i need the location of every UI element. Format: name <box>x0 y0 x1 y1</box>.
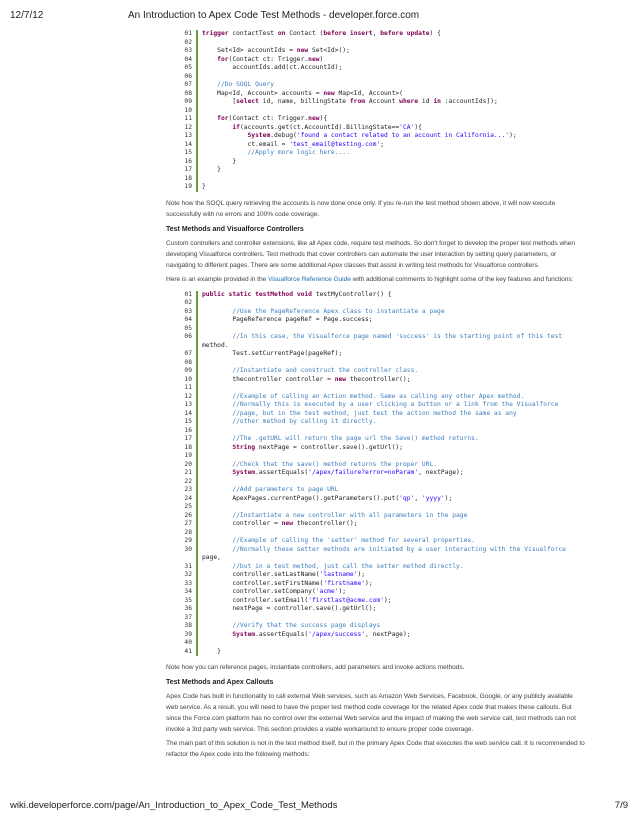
code-gutter-bar <box>196 316 198 325</box>
code-text: //Do SOQL Query <box>217 81 275 88</box>
code-gutter-bar <box>196 132 198 141</box>
code-line <box>176 486 576 495</box>
code-gutter-bar <box>196 597 198 606</box>
line-number: 02 <box>184 299 192 306</box>
code-text: PageReference pageRef = Page.success; <box>202 316 373 323</box>
code-gutter-bar <box>196 529 198 538</box>
code-gutter-bar <box>196 47 198 56</box>
line-number: 33 <box>184 579 192 587</box>
line-number: 10 <box>184 106 192 114</box>
code-line <box>176 333 576 342</box>
code-text: thecontroller controller = new thecontroller(); <box>202 375 411 383</box>
code-text: //Instantiate a new controller with all parameters in the page <box>232 511 468 519</box>
line-number: 09 <box>184 367 192 374</box>
code-gutter-bar <box>196 495 198 504</box>
code-line <box>176 495 576 504</box>
code-line <box>176 64 576 73</box>
paragraph-text: Here is an example provided in the <box>166 275 268 283</box>
line-number: 28 <box>184 528 192 536</box>
line-number: 40 <box>184 639 192 646</box>
code-line <box>176 90 576 99</box>
line-number: 08 <box>184 89 192 97</box>
line-number: 13 <box>184 401 192 408</box>
code-text: //Check that the save() method returns the proper URL. <box>232 460 438 468</box>
code-line <box>176 631 576 640</box>
line-number: 05 <box>184 324 192 332</box>
code-line <box>176 639 576 648</box>
line-number: 06 <box>184 72 192 80</box>
code-line <box>176 554 576 563</box>
line-number: 30 <box>184 545 192 553</box>
paragraph-reference-pages: Note how you can reference pages, instantiate controllers, add parameters and invoke actions methods. <box>166 664 465 671</box>
code-line <box>176 529 576 538</box>
code-line <box>176 132 576 141</box>
code-line <box>176 73 576 82</box>
code-line <box>176 461 576 470</box>
line-number: 35 <box>184 596 192 604</box>
code-line <box>176 444 576 453</box>
paragraph-soql-note: Note how the SOQL query retrieving the accounts is now done once only. If you re-run the test method shown above, it will now execute successfully with no errors and 100% code coverage. <box>166 199 556 218</box>
code-line <box>176 469 576 478</box>
line-number: 15 <box>184 418 192 425</box>
code-text: //Instantiate and construct the controller class. <box>232 367 419 374</box>
line-number: 20 <box>184 460 192 468</box>
code-text: nextPage = controller.save().getUrl(); <box>202 605 377 612</box>
line-number: 09 <box>184 98 192 105</box>
section-title-visualforce: Test Methods and Visualforce Controllers <box>166 225 304 233</box>
code-text: controller.setCompany('acme'); <box>202 588 347 595</box>
code-gutter-bar <box>196 418 198 427</box>
print-header <box>10 10 628 24</box>
code-text: //but in a test method, just call the setter method directly. <box>232 562 464 570</box>
line-number: 21 <box>184 469 192 476</box>
code-line <box>176 115 576 124</box>
code-line <box>176 580 576 589</box>
line-number: 29 <box>184 537 192 544</box>
code-text: //Normally these setter methods are initiated by a user interacting with the Visualforce <box>232 545 566 553</box>
code-gutter-bar <box>196 342 198 351</box>
code-gutter-bar <box>196 98 198 107</box>
code-line <box>176 124 576 133</box>
code-gutter-bar <box>196 648 198 657</box>
code-line <box>176 376 576 385</box>
code-gutter-bar <box>196 461 198 470</box>
code-gutter-bar <box>196 141 198 150</box>
code-text: System.debug('found a contact related to an account in California...'); <box>247 132 517 139</box>
code-gutter-bar <box>196 512 198 521</box>
code-gutter-bar <box>196 444 198 453</box>
line-number: 11 <box>184 384 192 391</box>
code-gutter-bar <box>196 452 198 461</box>
line-number: 13 <box>184 132 192 139</box>
code-text: page, <box>202 554 221 561</box>
line-number: 17 <box>184 435 192 442</box>
line-number: 32 <box>184 571 192 578</box>
code-line <box>176 291 576 300</box>
code-line <box>176 614 576 623</box>
line-number: 16 <box>184 157 192 165</box>
line-number: 18 <box>184 174 192 182</box>
line-number: 39 <box>184 630 192 638</box>
code-gutter-bar <box>196 631 198 640</box>
line-number: 06 <box>184 333 192 340</box>
line-number: 18 <box>184 443 192 451</box>
code-gutter-bar <box>196 333 198 342</box>
paragraph-text: with additional comments to highlight some of the key features and functions: <box>350 275 574 283</box>
code-text: String nextPage = controller.save().getUrl(); <box>232 443 403 451</box>
line-number: 12 <box>184 392 192 400</box>
code-line <box>176 299 576 308</box>
code-gutter-bar <box>196 124 198 133</box>
code-line <box>176 308 576 317</box>
code-gutter-bar <box>196 588 198 597</box>
line-number: 03 <box>184 47 192 54</box>
code-gutter-bar <box>196 107 198 116</box>
code-line <box>176 166 576 175</box>
code-gutter-bar <box>196 115 198 124</box>
code-text: trigger contactTest on Contact (before insert, before update) { <box>202 30 441 37</box>
line-number: 19 <box>184 183 192 190</box>
code-gutter-bar <box>196 73 198 82</box>
code-text: //Apply more logic here.... <box>247 149 350 156</box>
line-number: 34 <box>184 588 192 595</box>
code-gutter-bar <box>196 350 198 359</box>
code-line <box>176 401 576 410</box>
code-gutter-bar <box>196 384 198 393</box>
code-text: System.assertEquals('/apex/failure?error=noParam', nextPage); <box>232 469 464 476</box>
line-number: 23 <box>184 486 192 493</box>
code-gutter-bar <box>196 299 198 308</box>
code-text: for(Contact ct: Trigger.new) <box>217 55 324 63</box>
code-text: public static testMethod void testMyController() { <box>202 290 392 298</box>
code-line <box>176 512 576 521</box>
line-number: 38 <box>184 622 192 629</box>
code-line <box>176 546 576 555</box>
code-line <box>176 478 576 487</box>
line-number: 10 <box>184 375 192 383</box>
line-number: 01 <box>184 30 192 37</box>
print-date: 12/7/12 <box>10 10 44 21</box>
code-line <box>176 359 576 368</box>
code-gutter-bar <box>196 183 198 192</box>
paragraph-example-intro <box>166 274 586 285</box>
code-gutter-bar <box>196 469 198 478</box>
code-line <box>176 597 576 606</box>
code-line <box>176 435 576 444</box>
code-line <box>176 648 576 657</box>
code-text: //page, but in the test method, just test the action method the same as any <box>232 409 517 417</box>
code-gutter-bar <box>196 308 198 317</box>
code-line <box>176 410 576 419</box>
code-block-trigger <box>176 30 576 192</box>
code-line <box>176 98 576 107</box>
line-number: 15 <box>184 149 192 156</box>
line-number: 14 <box>184 409 192 417</box>
line-number: 05 <box>184 64 192 71</box>
code-line <box>176 605 576 614</box>
code-line <box>176 81 576 90</box>
code-line <box>176 316 576 325</box>
code-line <box>176 325 576 334</box>
code-line <box>176 393 576 402</box>
page-url: wiki.developerforce.com/page/An_Introduction_to_Apex_Code_Test_Methods <box>10 800 338 811</box>
print-footer <box>10 800 628 814</box>
code-gutter-bar <box>196 81 198 90</box>
code-gutter-bar <box>196 401 198 410</box>
code-line <box>176 452 576 461</box>
code-text: System.assertEquals('/apex/success', nextPage); <box>232 630 411 638</box>
code-text: //Example of calling the 'setter' method for several properties. <box>232 537 475 544</box>
code-gutter-bar <box>196 503 198 512</box>
line-number: 41 <box>184 647 192 655</box>
code-gutter-bar <box>196 64 198 73</box>
code-line <box>176 175 576 184</box>
code-gutter-bar <box>196 571 198 580</box>
code-text: controller = new thecontroller(); <box>202 520 358 527</box>
code-text: //Normally this is executed by a user clicking a button or a link from the Visualforce <box>232 401 559 408</box>
code-gutter-bar <box>196 359 198 368</box>
code-line <box>176 141 576 150</box>
code-gutter-bar <box>196 376 198 385</box>
line-number: 02 <box>184 38 192 46</box>
paragraph-refactor: The main part of this solution is not in the test method itself, but in the primary Apex Code that executes the web service call. It is recommended to refactor the Apex code into the following methods: <box>166 740 585 758</box>
line-number: 04 <box>184 316 192 323</box>
code-text: if(accounts.get(ct.AccountId).BillingState=='CA'){ <box>232 123 422 131</box>
code-gutter-bar <box>196 410 198 419</box>
code-gutter-bar <box>196 30 198 39</box>
code-text: } <box>202 166 221 173</box>
visualforce-reference-guide-link[interactable]: Visualforce Reference Guide <box>267 275 351 283</box>
code-line <box>176 427 576 436</box>
code-line <box>176 571 576 580</box>
code-line <box>176 149 576 158</box>
code-line <box>176 563 576 572</box>
code-gutter-bar <box>196 537 198 546</box>
code-text: Set<Id> accountIds = new Set<Id>(); <box>202 47 350 54</box>
code-line <box>176 158 576 167</box>
code-line <box>176 367 576 376</box>
code-gutter-bar <box>196 166 198 175</box>
code-gutter-bar <box>196 90 198 99</box>
code-text: //In this case, the Visualforce page named 'success' is the starting point of this test <box>232 333 563 340</box>
line-number: 27 <box>184 520 192 527</box>
code-text: //The .getURL will return the page url the Save() method returns. <box>232 435 479 442</box>
code-text: controller.setLastName('lastname'); <box>202 571 366 578</box>
line-number: 25 <box>184 503 192 510</box>
code-gutter-bar <box>196 622 198 631</box>
code-block-controller-test <box>176 291 576 657</box>
code-line <box>176 30 576 39</box>
line-number: 17 <box>184 166 192 173</box>
code-line <box>176 183 576 192</box>
code-gutter-bar <box>196 605 198 614</box>
code-gutter-bar <box>196 367 198 376</box>
code-line <box>176 342 576 351</box>
code-text: for(Contact ct: Trigger.new){ <box>217 115 328 122</box>
code-text: method. <box>202 341 229 349</box>
code-text: Test.setCurrentPage(pageRef); <box>202 350 343 357</box>
page-title: An Introduction to Apex Code Test Methods - developer.force.com <box>128 10 420 21</box>
code-gutter-bar <box>196 39 198 48</box>
line-number: 11 <box>184 115 192 122</box>
line-number: 31 <box>184 562 192 570</box>
page-number: 7/9 <box>614 800 628 811</box>
code-line <box>176 588 576 597</box>
code-text: } <box>202 157 237 165</box>
code-line <box>176 418 576 427</box>
line-number: 16 <box>184 426 192 434</box>
line-number: 37 <box>184 613 192 621</box>
code-gutter-bar <box>196 554 198 563</box>
line-number: 01 <box>184 290 192 298</box>
code-line <box>176 384 576 393</box>
line-number: 12 <box>184 123 192 131</box>
code-gutter-bar <box>196 486 198 495</box>
code-line <box>176 503 576 512</box>
code-gutter-bar <box>196 56 198 65</box>
code-text: [select id, name, billingState from Account where id in :accountIds]); <box>202 98 498 105</box>
code-gutter-bar <box>196 149 198 158</box>
code-gutter-bar <box>196 393 198 402</box>
code-text: accountIds.add(ct.AccountId); <box>202 64 343 71</box>
code-text: //Add parameters to page URL <box>232 486 339 493</box>
code-line <box>176 56 576 65</box>
code-line <box>176 537 576 546</box>
line-number: 36 <box>184 605 192 612</box>
code-gutter-bar <box>196 580 198 589</box>
code-gutter-bar <box>196 520 198 529</box>
code-text: ct.email = 'test_email@testing.com'; <box>202 140 384 148</box>
code-text: controller.setEmail('firstlast@acme.com'); <box>202 596 392 604</box>
line-number: 22 <box>184 477 192 485</box>
code-line <box>176 47 576 56</box>
code-text: ApexPages.currentPage().getParameters().put('qp', 'yyyy'); <box>202 494 453 502</box>
code-line <box>176 107 576 116</box>
line-number: 24 <box>184 494 192 502</box>
code-line <box>176 39 576 48</box>
code-gutter-bar <box>196 478 198 487</box>
code-text: //Example of calling an Action method. Same as calling any other Apex method. <box>232 392 525 400</box>
line-number: 26 <box>184 511 192 519</box>
code-text: controller.setFirstName('firstname'); <box>202 579 373 587</box>
section-title-callouts: Test Methods and Apex Callouts <box>166 679 274 686</box>
code-gutter-bar <box>196 427 198 436</box>
paragraph-callouts: Apex Code has built in functionality to call external Web services, such as Amazon Web Services, Facebook, Google, or any publicly available web service. As a result, you will need to have the proper test method code coverage for the related Apex code that makes these callouts. But since the Force.com platform has no control over the external Web service and the impact of making the web service call, test methods can not invoke a 3rd party web service. This section provides a viable workaround to ensure proper code coverage. <box>166 693 576 733</box>
code-text: } <box>202 647 221 655</box>
code-text: //Use the PageReference Apex class to instantiate a page <box>232 307 445 315</box>
line-number: 07 <box>184 81 192 88</box>
line-number: 08 <box>184 358 192 366</box>
code-line <box>176 520 576 529</box>
line-number: 03 <box>184 307 192 315</box>
code-text: //Verify that the success page displays <box>232 622 381 629</box>
code-gutter-bar <box>196 546 198 555</box>
line-number: 14 <box>184 140 192 148</box>
line-number: 04 <box>184 55 192 63</box>
line-number: 07 <box>184 350 192 357</box>
code-gutter-bar <box>196 158 198 167</box>
code-gutter-bar <box>196 563 198 572</box>
code-gutter-bar <box>196 614 198 623</box>
code-text: Map<Id, Account> accounts = new Map<Id, Account>( <box>202 89 403 97</box>
article-content <box>166 30 586 760</box>
line-number: 19 <box>184 452 192 459</box>
code-gutter-bar <box>196 291 198 300</box>
code-line <box>176 350 576 359</box>
code-text: //other method by calling it directly. <box>232 418 377 425</box>
code-text: } <box>202 183 206 190</box>
code-gutter-bar <box>196 175 198 184</box>
paragraph-controllers: Custom controllers and controller extensions, like all Apex code, require test methods. So don't forget to develop the proper test methods when developing Visualforce controllers. Test methods that cover controllers can automate the user interaction by setting query parameters, or navigating to different pages. There are some additional Apex classes that assist in writing test methods for Visualforce controllers. <box>166 239 576 269</box>
code-gutter-bar <box>196 325 198 334</box>
code-line <box>176 622 576 631</box>
code-gutter-bar <box>196 435 198 444</box>
code-gutter-bar <box>196 639 198 648</box>
